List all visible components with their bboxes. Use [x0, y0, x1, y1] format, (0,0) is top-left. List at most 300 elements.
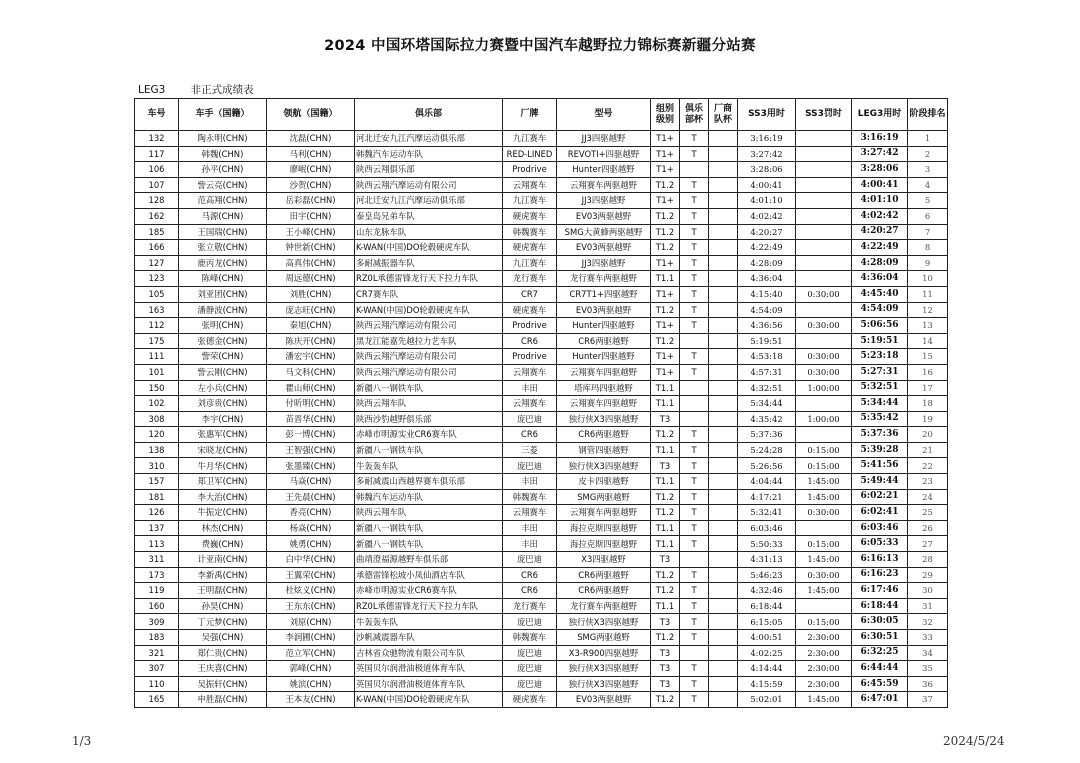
- cell-ss3-penalty: 0:15:00: [796, 536, 852, 552]
- cell-driver: 訾荣(CHN): [179, 349, 267, 365]
- cell-car-number: 181: [135, 489, 179, 505]
- cell-ss3-time: 5:02:01: [738, 692, 796, 708]
- cell-ss3-penalty: [796, 520, 852, 536]
- cell-ss3-penalty: 2:30:00: [796, 630, 852, 646]
- table-row: [135, 146, 948, 162]
- table-row: [135, 520, 948, 536]
- cell-leg3-time: 4:36:04: [852, 271, 908, 287]
- cell-model: 塔库玛四驱越野: [557, 380, 651, 396]
- cell-co-driver: 杨焱(CHN): [267, 520, 355, 536]
- cell-club: 牛轰轰车队: [355, 458, 503, 474]
- cell-stage-rank: 23: [908, 474, 948, 490]
- cell-stage-rank: 24: [908, 489, 948, 505]
- table-row: [135, 208, 948, 224]
- cell-car-number: 119: [135, 583, 179, 599]
- cell-ss3-time: 4:17:21: [738, 489, 796, 505]
- cell-make: Prodrive: [503, 349, 557, 365]
- cell-leg3-time: 6:02:41: [852, 505, 908, 521]
- table-row: [135, 193, 948, 209]
- cell-stage-rank: 6: [908, 208, 948, 224]
- cell-model: CR6两驱越野: [557, 583, 651, 599]
- cell-leg3-time: 3:27:42: [852, 146, 908, 162]
- cell-club: 新疆八一钢铁车队: [355, 520, 503, 536]
- cell-co-driver: 郭峰(CHN): [267, 661, 355, 677]
- cell-co-driver: 苗晋华(CHN): [267, 411, 355, 427]
- cell-club-cup: T: [680, 349, 709, 365]
- cell-ss3-time: 6:15:05: [738, 614, 796, 630]
- cell-ss3-penalty: 2:30:00: [796, 676, 852, 692]
- col-header-stage-rank: 阶段排名: [908, 99, 948, 131]
- cell-model: 云翔赛车两驱越野: [557, 505, 651, 521]
- cell-club: 多耐减震山西越界赛车俱乐部: [355, 474, 503, 490]
- cell-co-driver: 杜炫义(CHN): [267, 583, 355, 599]
- cell-co-driver: 庞志旺(CHN): [267, 302, 355, 318]
- cell-model: 独行侠X3四驱越野: [557, 411, 651, 427]
- table-row: [135, 364, 948, 380]
- cell-club: 多耐减振器车队: [355, 255, 503, 271]
- cell-make: 丰田: [503, 380, 557, 396]
- cell-car-number: 162: [135, 208, 179, 224]
- cell-manufacturer-cup: [709, 302, 738, 318]
- cell-co-driver: 廖岷(CHN): [267, 162, 355, 178]
- cell-ss3-time: 5:46:23: [738, 567, 796, 583]
- cell-co-driver: 范立军(CHN): [267, 645, 355, 661]
- results-table: [134, 98, 948, 708]
- cell-club: RZ0L承德雷锋龙行天下拉力车队: [355, 271, 503, 287]
- cell-class: T3: [651, 676, 680, 692]
- cell-ss3-penalty: 1:45:00: [796, 552, 852, 568]
- cell-model: Hunter四驱越野: [557, 318, 651, 334]
- cell-co-driver: 田宇(CHN): [267, 208, 355, 224]
- cell-ss3-penalty: [796, 177, 852, 193]
- cell-make: 云翔赛车: [503, 505, 557, 521]
- cell-stage-rank: 4: [908, 177, 948, 193]
- cell-manufacturer-cup: [709, 193, 738, 209]
- cell-club: 陕西云翔俱乐部: [355, 162, 503, 178]
- cell-leg3-time: 6:44:44: [852, 661, 908, 677]
- cell-model: 龙行赛车两驱越野: [557, 271, 651, 287]
- cell-co-driver: 沈磊(CHN): [267, 131, 355, 147]
- cell-ss3-time: 4:22:49: [738, 240, 796, 256]
- cell-ss3-time: 3:16:19: [738, 131, 796, 147]
- cell-leg3-time: 6:03:46: [852, 520, 908, 536]
- cell-driver: 郑卫军(CHN): [179, 474, 267, 490]
- cell-class: T1.2: [651, 208, 680, 224]
- cell-car-number: 166: [135, 240, 179, 256]
- cell-ss3-penalty: 0:30:00: [796, 286, 852, 302]
- cell-stage-rank: 14: [908, 333, 948, 349]
- cell-make: 云翔赛车: [503, 396, 557, 412]
- cell-ss3-time: 4:15:40: [738, 286, 796, 302]
- cell-ss3-time: 4:02:25: [738, 645, 796, 661]
- cell-model: 独行侠X3四驱越野: [557, 458, 651, 474]
- table-body: [135, 131, 948, 708]
- cell-co-driver: 张墨臻(CHN): [267, 458, 355, 474]
- cell-class: T1.2: [651, 224, 680, 240]
- cell-make: CR7: [503, 286, 557, 302]
- cell-manufacturer-cup: [709, 505, 738, 521]
- cell-class: T1.2: [651, 692, 680, 708]
- cell-ss3-time: 4:36:56: [738, 318, 796, 334]
- cell-driver: 訾云亮(CHN): [179, 177, 267, 193]
- cell-make: 三菱: [503, 442, 557, 458]
- cell-driver: 王庆喜(CHN): [179, 661, 267, 677]
- cell-manufacturer-cup: [709, 255, 738, 271]
- cell-leg3-time: 5:41:56: [852, 458, 908, 474]
- cell-ss3-penalty: [796, 240, 852, 256]
- table-row: [135, 583, 948, 599]
- cell-co-driver: 李润圃(CHN): [267, 630, 355, 646]
- table-row: [135, 676, 948, 692]
- cell-leg3-time: 5:32:51: [852, 380, 908, 396]
- cell-manufacturer-cup: [709, 380, 738, 396]
- cell-car-number: 105: [135, 286, 179, 302]
- cell-class: T1+: [651, 364, 680, 380]
- cell-driver: 张立敬(CHN): [179, 240, 267, 256]
- cell-car-number: 165: [135, 692, 179, 708]
- cell-driver: 宋晓龙(CHN): [179, 442, 267, 458]
- table-row: [135, 458, 948, 474]
- cell-class: T3: [651, 458, 680, 474]
- cell-ss3-penalty: 0:30:00: [796, 364, 852, 380]
- cell-leg3-time: 6:30:51: [852, 630, 908, 646]
- cell-ss3-time: 4:15:59: [738, 676, 796, 692]
- cell-ss3-time: 4:14:44: [738, 661, 796, 677]
- cell-ss3-time: 5:24:28: [738, 442, 796, 458]
- cell-driver: 张德金(CHN): [179, 333, 267, 349]
- cell-manufacturer-cup: [709, 286, 738, 302]
- cell-stage-rank: 9: [908, 255, 948, 271]
- cell-ss3-time: 4:31:13: [738, 552, 796, 568]
- cell-club: 韩魏汽车运动车队: [355, 489, 503, 505]
- cell-make: 庞巴迪: [503, 676, 557, 692]
- cell-car-number: 321: [135, 645, 179, 661]
- cell-club: 黑龙江能嘉先越拉力艺车队: [355, 333, 503, 349]
- cell-leg3-time: 6:02:21: [852, 489, 908, 505]
- cell-stage-rank: 5: [908, 193, 948, 209]
- cell-car-number: 107: [135, 177, 179, 193]
- cell-driver: 王明磊(CHN): [179, 583, 267, 599]
- cell-driver: 潘静波(CHN): [179, 302, 267, 318]
- cell-co-driver: 马焱(CHN): [267, 474, 355, 490]
- col-header-ss3-penalty: SS3罚时: [796, 99, 852, 131]
- cell-driver: 鹿丙龙(CHN): [179, 255, 267, 271]
- cell-ss3-penalty: 0:30:00: [796, 505, 852, 521]
- cell-stage-rank: 10: [908, 271, 948, 287]
- cell-ss3-penalty: [796, 131, 852, 147]
- cell-make: 丰田: [503, 536, 557, 552]
- cell-make: 丰田: [503, 520, 557, 536]
- cell-manufacturer-cup: [709, 240, 738, 256]
- cell-stage-rank: 11: [908, 286, 948, 302]
- cell-club-cup: T: [680, 208, 709, 224]
- cell-stage-rank: 18: [908, 396, 948, 412]
- cell-make: RED-LINED: [503, 146, 557, 162]
- cell-make: 丰田: [503, 474, 557, 490]
- cell-ss3-time: 3:28:06: [738, 162, 796, 178]
- cell-class: T1.2: [651, 505, 680, 521]
- cell-ss3-penalty: 0:30:00: [796, 349, 852, 365]
- cell-make: 硬虎赛车: [503, 240, 557, 256]
- cell-make: 硬虎赛车: [503, 208, 557, 224]
- cell-ss3-penalty: [796, 208, 852, 224]
- cell-stage-rank: 31: [908, 598, 948, 614]
- cell-class: T1+: [651, 193, 680, 209]
- col-header-make: 厂牌: [503, 99, 557, 131]
- cell-club: K-WAN(中国)DO轮毂硬虎车队: [355, 692, 503, 708]
- cell-car-number: 110: [135, 676, 179, 692]
- cell-ss3-time: 4:28:09: [738, 255, 796, 271]
- cell-ss3-time: 6:03:46: [738, 520, 796, 536]
- cell-leg3-time: 5:23:18: [852, 349, 908, 365]
- table-row: [135, 177, 948, 193]
- cell-stage-rank: 27: [908, 536, 948, 552]
- cell-manufacturer-cup: [709, 208, 738, 224]
- cell-model: X3-R900四驱越野: [557, 645, 651, 661]
- cell-ss3-penalty: 0:30:00: [796, 318, 852, 334]
- cell-make: 庞巴迪: [503, 411, 557, 427]
- cell-club: 陕西云翔车队: [355, 505, 503, 521]
- cell-class: T3: [651, 661, 680, 677]
- table-row: [135, 396, 948, 412]
- cell-manufacturer-cup: [709, 645, 738, 661]
- cell-car-number: 175: [135, 333, 179, 349]
- cell-car-number: 185: [135, 224, 179, 240]
- cell-make: 九江赛车: [503, 193, 557, 209]
- cell-manufacturer-cup: [709, 458, 738, 474]
- cell-club: 韩魏汽车运动车队: [355, 146, 503, 162]
- cell-driver: 吴强(CHN): [179, 630, 267, 646]
- cell-stage-rank: 26: [908, 520, 948, 536]
- cell-car-number: 111: [135, 349, 179, 365]
- cell-club-cup: [680, 396, 709, 412]
- cell-stage-rank: 20: [908, 427, 948, 443]
- cell-car-number: 309: [135, 614, 179, 630]
- cell-driver: 牛月华(CHN): [179, 458, 267, 474]
- cell-co-driver: 付昕明(CHN): [267, 396, 355, 412]
- cell-club: 陕西云翔车队: [355, 396, 503, 412]
- cell-stage-rank: 35: [908, 661, 948, 677]
- cell-club-cup: [680, 333, 709, 349]
- cell-co-driver: 高真伟(CHN): [267, 255, 355, 271]
- cell-manufacturer-cup: [709, 474, 738, 490]
- cell-co-driver: 彭一博(CHN): [267, 427, 355, 443]
- cell-make: 庞巴迪: [503, 552, 557, 568]
- cell-class: T1.2: [651, 177, 680, 193]
- cell-leg3-time: 4:20:27: [852, 224, 908, 240]
- cell-club-cup: T: [680, 630, 709, 646]
- cell-ss3-penalty: [796, 193, 852, 209]
- cell-stage-rank: 15: [908, 349, 948, 365]
- cell-class: T1.1: [651, 474, 680, 490]
- cell-club-cup: T: [680, 193, 709, 209]
- cell-club: K-WAN(中国)DO轮毂硬虎车队: [355, 240, 503, 256]
- cell-club: 河北迁安九江汽摩运动俱乐部: [355, 193, 503, 209]
- cell-club: 承德雷锋松坡小凤仙酒店车队: [355, 567, 503, 583]
- cell-manufacturer-cup: [709, 692, 738, 708]
- cell-club: 新疆八一钢铁车队: [355, 380, 503, 396]
- cell-make: CR6: [503, 333, 557, 349]
- cell-ss3-time: 4:01:10: [738, 193, 796, 209]
- cell-class: T1.2: [651, 427, 680, 443]
- cell-club: 英国贝尔润滑油极道体育车队: [355, 676, 503, 692]
- cell-driver: 李大治(CHN): [179, 489, 267, 505]
- cell-club-cup: T: [680, 505, 709, 521]
- cell-club-cup: [680, 411, 709, 427]
- cell-leg3-time: 4:54:09: [852, 302, 908, 318]
- cell-stage-rank: 17: [908, 380, 948, 396]
- table-row: [135, 380, 948, 396]
- cell-car-number: 160: [135, 598, 179, 614]
- table-row: [135, 349, 948, 365]
- cell-driver: 费巍(CHN): [179, 536, 267, 552]
- cell-co-driver: 潘宏宇(CHN): [267, 349, 355, 365]
- cell-leg3-time: 5:35:42: [852, 411, 908, 427]
- col-header-driver: 车手（国籍）: [179, 99, 267, 131]
- cell-manufacturer-cup: [709, 318, 738, 334]
- cell-club-cup: T: [680, 240, 709, 256]
- cell-ss3-penalty: 0:15:00: [796, 458, 852, 474]
- cell-class: T1.1: [651, 396, 680, 412]
- col-header-ss3-time: SS3用时: [738, 99, 796, 131]
- cell-club-cup: T: [680, 489, 709, 505]
- cell-model: CR6两驱越野: [557, 427, 651, 443]
- cell-model: 钢管四驱越野: [557, 442, 651, 458]
- table-row: [135, 224, 948, 240]
- cell-co-driver: 姚勇(CHN): [267, 536, 355, 552]
- cell-co-driver: 姚滨(CHN): [267, 676, 355, 692]
- cell-ss3-penalty: 1:00:00: [796, 380, 852, 396]
- cell-stage-rank: 22: [908, 458, 948, 474]
- cell-class: T1+: [651, 146, 680, 162]
- cell-ss3-penalty: [796, 302, 852, 318]
- cell-model: 独行侠X3四驱越野: [557, 676, 651, 692]
- cell-ss3-penalty: [796, 162, 852, 178]
- cell-club: 牛轰轰车队: [355, 614, 503, 630]
- cell-leg3-time: 5:37:36: [852, 427, 908, 443]
- cell-ss3-penalty: 1:00:00: [796, 411, 852, 427]
- cell-make: 硬虎赛车: [503, 692, 557, 708]
- cell-club-cup: T: [680, 474, 709, 490]
- cell-leg3-time: 4:45:40: [852, 286, 908, 302]
- cell-make: CR6: [503, 567, 557, 583]
- cell-co-driver: 王东东(CHN): [267, 598, 355, 614]
- table-row: [135, 567, 948, 583]
- cell-stage-rank: 29: [908, 567, 948, 583]
- cell-class: T1.2: [651, 302, 680, 318]
- cell-stage-rank: 25: [908, 505, 948, 521]
- cell-car-number: 163: [135, 302, 179, 318]
- table-row: [135, 411, 948, 427]
- cell-stage-rank: 28: [908, 552, 948, 568]
- cell-class: T1.1: [651, 520, 680, 536]
- table-row: [135, 286, 948, 302]
- table-row: [135, 271, 948, 287]
- cell-stage-rank: 13: [908, 318, 948, 334]
- cell-model: 独行侠X3四驱越野: [557, 661, 651, 677]
- cell-driver: 刘亚团(CHN): [179, 286, 267, 302]
- cell-leg3-time: 6:32:25: [852, 645, 908, 661]
- table-row: [135, 302, 948, 318]
- cell-manufacturer-cup: [709, 162, 738, 178]
- cell-car-number: 138: [135, 442, 179, 458]
- cell-leg3-time: 6:05:33: [852, 536, 908, 552]
- cell-manufacturer-cup: [709, 271, 738, 287]
- cell-model: SMG大黄蜂两驱越野: [557, 224, 651, 240]
- cell-leg3-time: 5:49:44: [852, 474, 908, 490]
- cell-ss3-penalty: 0:30:00: [796, 567, 852, 583]
- cell-class: T1+: [651, 131, 680, 147]
- cell-club-cup: T: [680, 598, 709, 614]
- cell-class: T1.1: [651, 442, 680, 458]
- cell-car-number: 120: [135, 427, 179, 443]
- cell-model: 独行侠X3四驱越野: [557, 614, 651, 630]
- cell-manufacturer-cup: [709, 177, 738, 193]
- cell-car-number: 102: [135, 396, 179, 412]
- cell-ss3-time: 4:36:04: [738, 271, 796, 287]
- cell-model: 皮卡四驱越野: [557, 474, 651, 490]
- cell-ss3-time: 4:35:42: [738, 411, 796, 427]
- cell-co-driver: 钟世新(CHN): [267, 240, 355, 256]
- cell-co-driver: 白中华(CHN): [267, 552, 355, 568]
- cell-ss3-time: 5:34:44: [738, 396, 796, 412]
- cell-ss3-penalty: [796, 396, 852, 412]
- page-number: 1/3: [72, 734, 92, 748]
- cell-stage-rank: 30: [908, 583, 948, 599]
- cell-car-number: 113: [135, 536, 179, 552]
- cell-stage-rank: 7: [908, 224, 948, 240]
- table-row: [135, 474, 948, 490]
- cell-manufacturer-cup: [709, 364, 738, 380]
- cell-ss3-penalty: 0:15:00: [796, 614, 852, 630]
- cell-model: SMG两驱越野: [557, 630, 651, 646]
- table-row: [135, 442, 948, 458]
- cell-model: CR6两驱越野: [557, 333, 651, 349]
- cell-model: 云翔赛车两驱越野: [557, 177, 651, 193]
- col-header-leg3-time: LEG3用时: [852, 99, 908, 131]
- cell-ss3-penalty: 0:15:00: [796, 442, 852, 458]
- cell-ss3-time: 4:32:46: [738, 583, 796, 599]
- cell-ss3-penalty: [796, 333, 852, 349]
- cell-stage-rank: 33: [908, 630, 948, 646]
- table-row: [135, 240, 948, 256]
- cell-stage-rank: 37: [908, 692, 948, 708]
- cell-leg3-time: 5:34:44: [852, 396, 908, 412]
- cell-ss3-time: 5:32:41: [738, 505, 796, 521]
- cell-model: CR7T1+四驱越野: [557, 286, 651, 302]
- cell-club-cup: [680, 380, 709, 396]
- cell-ss3-penalty: [796, 224, 852, 240]
- cell-club-cup: T: [680, 442, 709, 458]
- cell-make: 韩魏赛车: [503, 630, 557, 646]
- cell-model: EV03两驱越野: [557, 302, 651, 318]
- cell-co-driver: 周远德(CHN): [267, 271, 355, 287]
- cell-manufacturer-cup: [709, 131, 738, 147]
- cell-leg3-time: 6:16:23: [852, 567, 908, 583]
- cell-driver: 林杰(CHN): [179, 520, 267, 536]
- cell-club-cup: T: [680, 661, 709, 677]
- cell-club-cup: T: [680, 224, 709, 240]
- cell-model: 龙行赛车两驱越野: [557, 598, 651, 614]
- cell-ss3-time: 4:57:31: [738, 364, 796, 380]
- cell-ss3-penalty: 1:45:00: [796, 692, 852, 708]
- cell-club: 泰皇岛兄弟车队: [355, 208, 503, 224]
- cell-class: T1+: [651, 255, 680, 271]
- cell-class: T1+: [651, 162, 680, 178]
- cell-stage-rank: 34: [908, 645, 948, 661]
- cell-model: EV03两驱越野: [557, 692, 651, 708]
- cell-make: 龙行赛车: [503, 598, 557, 614]
